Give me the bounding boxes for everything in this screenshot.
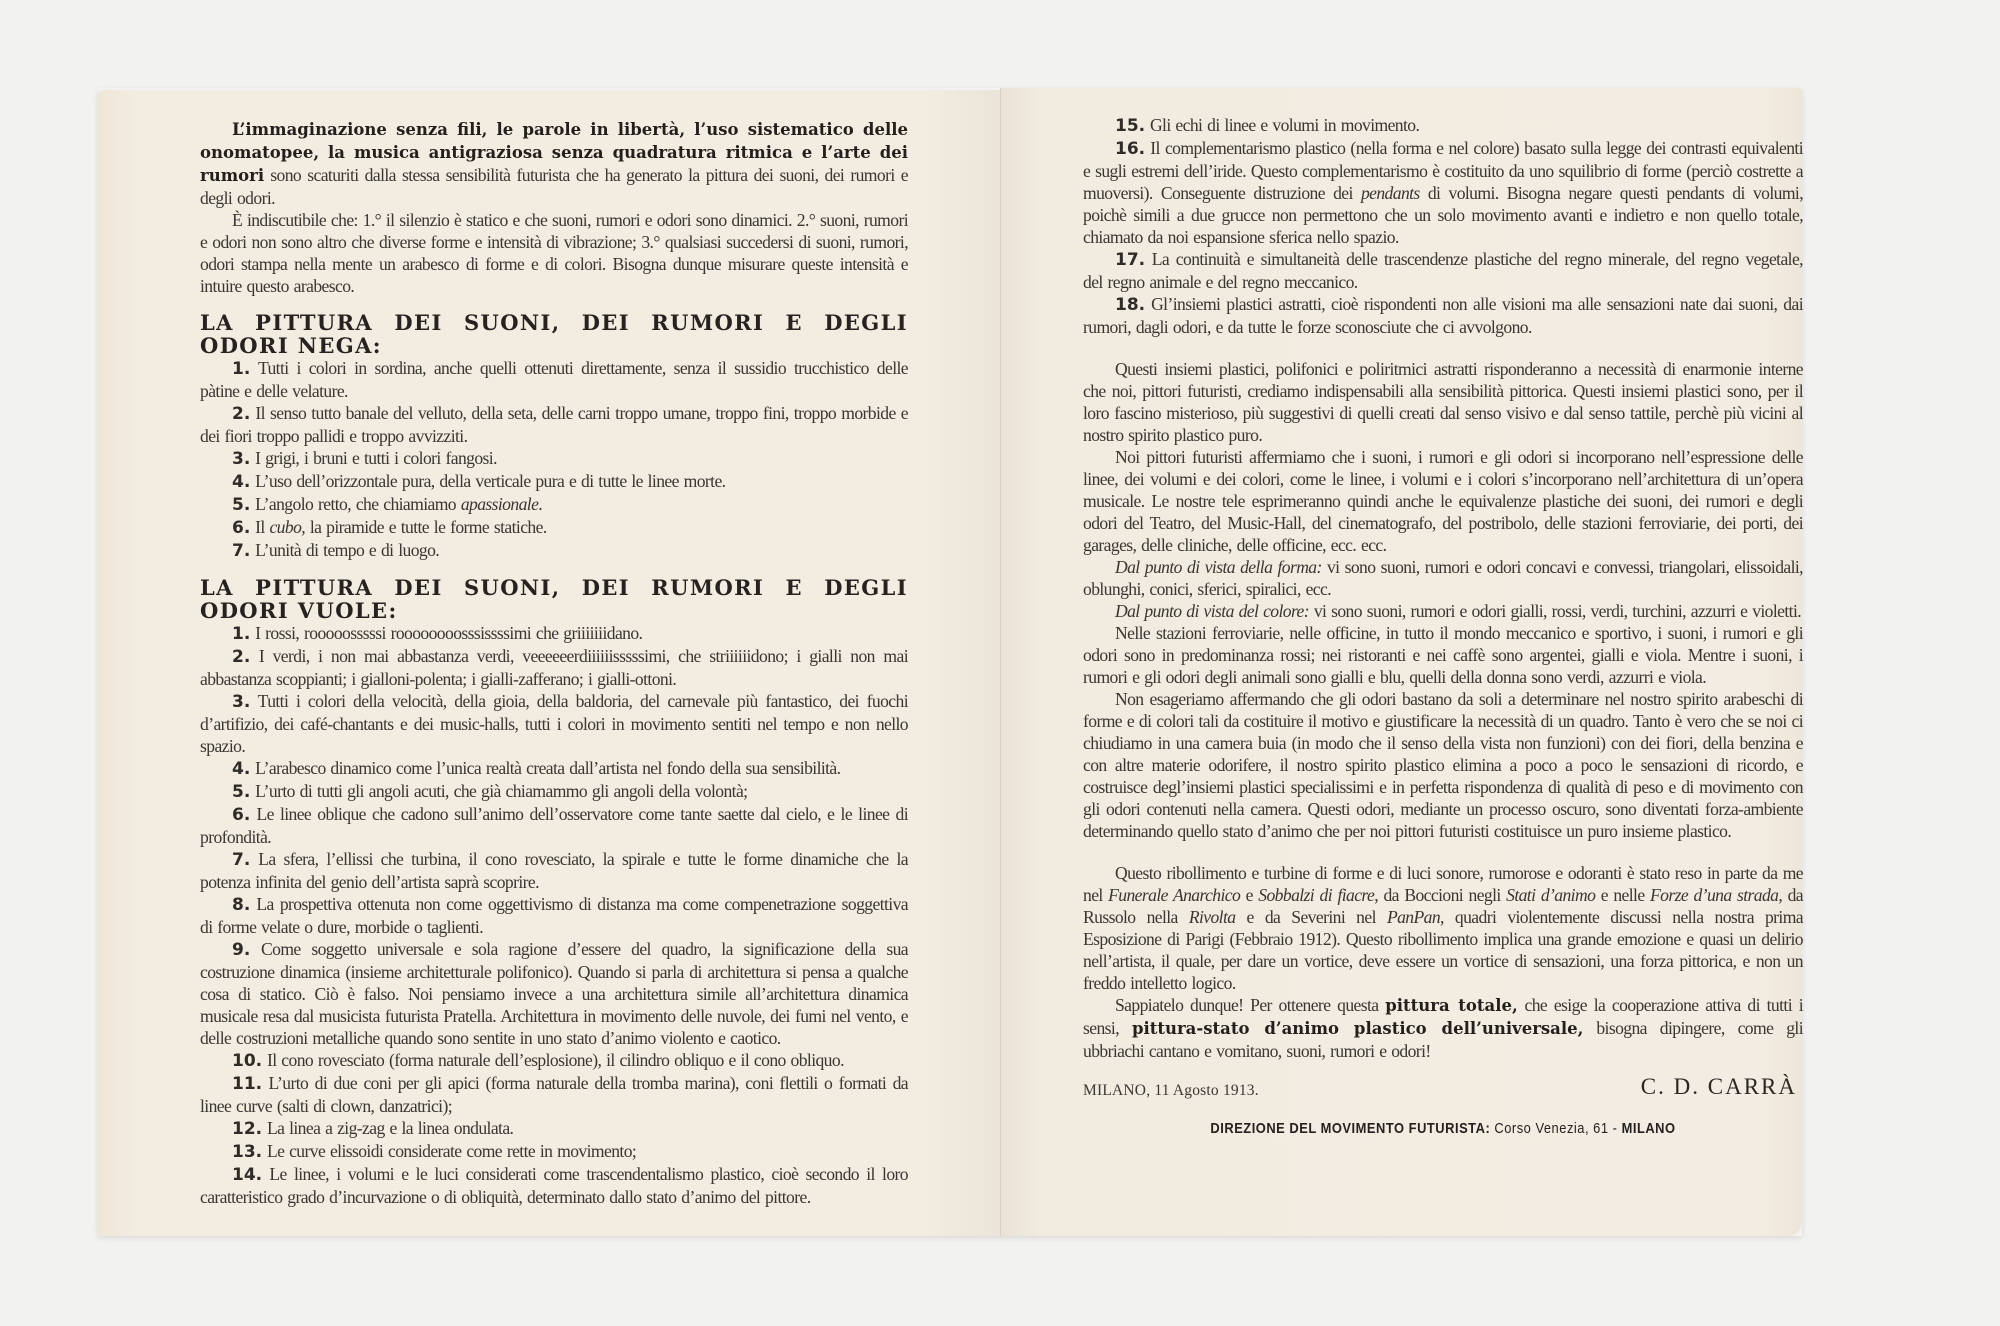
item-number: 1. [232, 359, 251, 379]
item-number: 3. [232, 692, 251, 712]
item-number: 13. [232, 1142, 263, 1162]
center-fold [1000, 88, 1001, 1236]
item-text: Le curve elissoidi considerate come rette in movimento; [266, 1141, 637, 1161]
right-page-text [1083, 114, 1803, 1137]
item-text: L’uso dell’orizzontale pura, della verticale pura e di tutte le linee morte. [255, 471, 726, 491]
item-text: I rossi, rooooosssssi roooooooosssissssimi che griiiiiiidano. [255, 623, 643, 643]
nega-list [200, 357, 908, 562]
item-text: L’urto di tutti gli angoli acuti, che già chiamammo gli angoli della volontà; [255, 781, 748, 801]
paragraph-odori: Non esageriamo affermando che gli odori bastano da soli a determinare nel nostro spirito arabeschi di forme e di colori tali da costituire il motivo e giustificare la necessità di un quadro. Tanto è vero che se noi ci chiudiamo in una camera buia (in modo che il senso della vista non funzioni) con dei fiori, della benzina e con altre materie odorifere, il nostro spirito plastico elimina a poco a poco le sensazioni di ricordo, e costruisce degl’insiemi plastici specialissimi e in perfetta rispondenza di qualità di peso e di movimento con gli odori contenuti nella camera. Questi odori, mediante un processo oscuro, sono diventati forza-ambiente determinando quello stato d’animo che per noi pittori futuristi costituisce un puro insieme plastico. [1083, 689, 1803, 841]
text-run: , da Boccioni negli [1374, 885, 1507, 905]
list-item [200, 1140, 908, 1163]
item-number: 8. [232, 895, 251, 915]
list-item [200, 470, 908, 493]
item-text: Il cono rovesciato (forma naturale dell’esplosione), il cilindro obliquo e il cono obliquo. [266, 1050, 844, 1070]
text-run: e [1240, 885, 1259, 905]
colore-label: Dal punto di vista del colore: [1115, 601, 1310, 621]
left-page-text [200, 118, 908, 1208]
list-item [200, 645, 908, 690]
intro [200, 118, 908, 297]
item-number: 18. [1115, 295, 1146, 315]
bold-phrase: pittura-stato d’animo plastico dell’universale, [1131, 1019, 1584, 1038]
direzione-city: MILANO [1621, 1120, 1676, 1137]
list-item [200, 780, 908, 803]
italic-title: PanPan [1386, 907, 1441, 927]
vuole-list-continued [1083, 114, 1803, 338]
italic-title: Stati d’animo [1506, 885, 1596, 905]
paragraph-ribollimento [1083, 862, 1803, 994]
italic-title: Forze d’una strada, [1650, 885, 1783, 905]
item-number: 5. [232, 782, 251, 802]
list-item [1083, 114, 1803, 137]
paragraph-forma [1083, 556, 1803, 600]
text-run: da Russolo nella [1083, 885, 1804, 927]
list-item [200, 893, 908, 938]
item-number: 17. [1115, 250, 1146, 270]
item-text: Gli echi di linee e volumi in movimento. [1149, 115, 1420, 135]
item-number: 1. [232, 624, 251, 644]
italic-title: Rivolta [1188, 907, 1236, 927]
text-run: , quadri violentemente discussi nella nostra prima Esposizione di Parigi (Febbraio 1912). Questo ribollimento implica una grande emozione e quasi un delirio nell’artista, il quale, per dare un vortice, deve essere un vortice di sensazioni, una forza pittorica, e non un freddo intelletto logico. [1083, 907, 1804, 993]
item-text: Le linee oblique che cadono sull’animo dell’osservatore come tante saette dal cielo, e le linee di profondità. [200, 804, 908, 847]
item-number: 4. [232, 472, 251, 492]
signature: C. D. CARRÀ [1640, 1074, 1797, 1099]
list-item [200, 1072, 908, 1117]
intro-bold-lead: L’immaginazione senza fili, le parole in libertà, l’uso sistematico delle onomatopee, la musica antigraziosa senza quadratura ritmica e l’arte dei rumori [200, 120, 908, 185]
section-heading-nega: LA PITTURA DEI SUONI, DEI RUMORI E DEGLI ODORI NEGA: [200, 310, 908, 358]
list-item [200, 1117, 908, 1140]
item-text: I verdi, i non mai abbastanza verdi, veeeeeerdiiiiiisssssimi, che striiiiiidono; i gialli non mai abbastanza scoppianti; i gialloni-polenta; i gialli-zafferano; i gialli-ottoni. [200, 646, 908, 689]
paragraph-insiemi: Questi insiemi plastici, polifonici e poliritmici astratti risponderanno a necessità di enarmonie interne che noi, pittori futuristi, crediamo indispensabili alla sensibilità pittorica. Questi insiemi plastici sono, per il loro fascino misterioso, più suggestivi di quelli creati dal senso visivo e dal senso tattile, perchè più vicini al nostro spirito plastico puro. [1083, 359, 1803, 445]
text-run: Sappiatelo dunque! Per ottenere questa [1115, 995, 1386, 1015]
text-run: e nelle [1595, 885, 1650, 905]
list-item [200, 1163, 908, 1208]
italic-title: Funerale Anarchico [1108, 885, 1241, 905]
list-item [200, 402, 908, 447]
list-item [200, 357, 908, 402]
item-text: Tutti i colori della velocità, della gioia, della baldoria, del carnevale più fantastico, dei fuochi d’artifizio, dei café-chantants e dei music-halls, tutti i colori in movimento sentiti nel tempo e non nello spazio. [200, 691, 908, 756]
vuole-list [200, 622, 908, 1208]
item-text: La linea a zig-zag e la linea ondulata. [266, 1118, 514, 1138]
item-text: L’angolo retto, che chiamiamo [255, 494, 461, 514]
item-text-after: . [538, 494, 543, 514]
text-run: bisogna dipingere, come gli ubbriachi cantano e vomitano, suoni, rumori e odori! [1083, 1018, 1803, 1061]
item-number: 14. [232, 1165, 263, 1185]
item-text: Come soggetto universale e sola ragione d’essere del quadro, la significazione della sua costruzione dinamica (insieme architetturale polifonico). Quando si parla di architettura si pensa a qualche cosa di statico. Ciò è falso. Noi pensiamo invece a una architettura simile all’architettura dinamica musicale resa dal musicista futurista Pratella. Architettura in movimento delle nuvole, dei fumi nel vento, e delle costruzioni metalliche quando sono sentite in uno stato d’animo violento e caotico. [200, 939, 908, 1048]
intro-paragraph [200, 118, 908, 209]
list-item [1083, 137, 1803, 248]
item-number: 10. [232, 1051, 263, 1071]
item-number: 2. [232, 647, 251, 667]
item-number: 7. [232, 541, 251, 561]
list-item [200, 516, 908, 539]
item-italic: apassionale [460, 494, 539, 514]
forma-text: vi sono suoni, rumori e odori concavi e convessi, triangolari, elissoidali, oblunghi, conici, sferici, spiralici, ecc. [1083, 557, 1803, 599]
item-number: 3. [232, 449, 251, 469]
list-item [200, 757, 908, 780]
item-text: L’urto di due coni per gli apici (forma naturale della tromba marina), coni flettili o formati da linee curve (salti di clown, danzatrici); [200, 1073, 908, 1116]
item-text: La prospettiva ottenuta non come oggettivismo di distanza ma come compenetrazione soggettiva di forme velate o dure, morbide o taglienti. [200, 894, 908, 937]
direzione-label: DIREZIONE DEL MOVIMENTO FUTURISTA: [1210, 1120, 1491, 1137]
item-text: Gl’insiemi plastici astratti, cioè rispondenti non alle visioni ma alle sensazioni nate dai suoni, dai rumori, dagli odori, e da tutte le forze sconosciute che ci avvolgono. [1083, 294, 1803, 337]
item-number: 7. [232, 850, 251, 870]
text-run: e da Severini nel [1235, 907, 1387, 927]
date-line: MILANO, 11 Agosto 1913. [1083, 1082, 1259, 1099]
list-item [200, 447, 908, 470]
item-italic: cubo, [269, 517, 306, 537]
publisher-address [1133, 1120, 1752, 1137]
item-number: 16. [1115, 139, 1146, 159]
item-number: 2. [232, 404, 251, 424]
intro-lead-rest: sono scaturiti dalla stessa sensibilità futurista che ha generato la pittura dei suoni, dei rumori e degli odori. [200, 165, 908, 208]
item-italic: pendants [1360, 183, 1420, 203]
item-number: 4. [232, 759, 251, 779]
list-item [200, 493, 908, 516]
list-item [200, 938, 908, 1049]
direzione-address: Corso Venezia, 61 - [1490, 1120, 1622, 1137]
signature-row [1083, 1074, 1803, 1100]
item-text: La continuità e simultaneità delle trascendenze plastiche del regno minerale, del regno vegetale, del regno animale e del regno meccanico. [1083, 249, 1803, 292]
item-text: L’unità di tempo e di luogo. [255, 540, 440, 560]
list-item [200, 1049, 908, 1072]
item-text: Il [255, 517, 270, 537]
item-number: 9. [232, 940, 251, 960]
item-number: 6. [232, 805, 251, 825]
item-text-after: la piramide e tutte le forme statiche. [305, 517, 547, 537]
list-item [200, 690, 908, 757]
paragraph-colore [1083, 600, 1803, 622]
list-item [200, 848, 908, 893]
list-item [200, 803, 908, 848]
text-run: che esige la cooperazione attiva di tutti i sensi, [1083, 995, 1804, 1038]
item-number: 11. [232, 1074, 263, 1094]
item-number: 6. [232, 518, 251, 538]
item-text: L’arabesco dinamico come l’unica realtà creata dall’artista nel fondo della sua sensibilità. [255, 758, 841, 778]
item-text: Il complementarismo plastico (nella forma e nel colore) basato sulla legge dei contrasti equivalenti e sugli estremi dell’iride. Questo complementarismo è costituito da uno squilibrio di forme (perciò costrette a muoversi). Conseguente distruzione dei [1083, 138, 1803, 203]
item-text: Tutti i colori in sordina, anche quelli ottenuti direttamente, senza il sussidio trucchistico delle pàtine e delle velature. [200, 358, 908, 401]
item-number: 5. [232, 495, 251, 515]
intro-paragraph-2: È indiscutibile che: 1.° il silenzio è statico e che suoni, rumori e odori sono dinamici. 2.° suoni, rumori e odori non sono altro che diverse forme e intensità di vibrazione; 3.° qualsiasi succedersi di suoni, rumori, odori stampa nella mente un arabesco di forme e di colori. Bisogna dunque misurare queste intensità e intuire questo arabesco. [200, 210, 908, 296]
italic-title: Sobbalzi di fiacre [1258, 885, 1375, 905]
list-item [200, 539, 908, 562]
item-text: La sfera, l’ellissi che turbina, il cono rovesciato, la spirale e tutte le forme dinamiche che la potenza infinita del genio dell’artista saprà scoprire. [200, 849, 908, 892]
text-run: Questo ribollimento e turbine di forme e di luci sonore, rumorose e odoranti è stato reso in parte da me nel [1083, 863, 1803, 905]
paragraph-stazioni: Nelle stazioni ferroviarie, nelle officine, in tutto il mondo meccanico e sportivo, i suoni, i rumori e gli odori sono in predominanza rossi; nei ristoranti e nei caffè sono argentei, gialli e viola. Mentre i suoni, i rumori e gli odori degli animali sono gialli e blu, quelli della donna sono verdi, azzurri e viola. [1083, 623, 1803, 687]
item-text: I grigi, i bruni e tutti i colori fangosi. [255, 448, 497, 468]
paragraph-sappiatelo [1083, 994, 1803, 1062]
item-number: 12. [232, 1119, 263, 1139]
bold-phrase: pittura totale, [1385, 996, 1518, 1015]
section-heading-vuole: LA PITTURA DEI SUONI, DEI RUMORI E DEGLI ODORI VUOLE: [200, 575, 908, 623]
item-text-after: di volumi. Bisogna negare questi pendants di volumi, poichè simili a due grucce non permettono che un solo movimento avanti e indietro e non quello totale, chiamato da noi espansione sferica nello spazio. [1083, 183, 1803, 247]
list-item [200, 622, 908, 645]
item-text: Le linee, i volumi e le luci considerati come trascendentalismo plastico, cioè secondo il loro caratteristico grado d’incurvazione o di obliquità, determinato dallo stato d’animo del pittore. [200, 1164, 908, 1207]
list-item [1083, 293, 1803, 338]
paragraph-noi-pittori: Noi pittori futuristi affermiamo che i suoni, i rumori e gli odori si incorporano nell’espressione delle linee, dei volumi e dei colori, come le linee, i volumi e i colori s’incorporano nell’architettura di un’opera musicale. Le nostre tele esprimeranno quindi anche le equivalenze plastiche dei suoni, dei rumori e degli odori del Teatro, del Music-Hall, del cinematografo, del postribolo, delle stazioni ferroviarie, dei porti, dei garages, delle cliniche, delle officine, ecc. ecc. [1083, 447, 1803, 555]
colore-text: vi sono suoni, rumori e odori gialli, rossi, verdi, turchini, azzurri e violetti. [1309, 601, 1802, 621]
item-number: 15. [1115, 116, 1146, 136]
item-text: Il senso tutto banale del velluto, della seta, delle carni troppo umane, troppo fini, troppo morbide e dei fiori troppo pallidi e troppo avvizziti. [200, 403, 908, 446]
list-item [1083, 248, 1803, 293]
forma-label: Dal punto di vista della forma: [1115, 557, 1322, 577]
